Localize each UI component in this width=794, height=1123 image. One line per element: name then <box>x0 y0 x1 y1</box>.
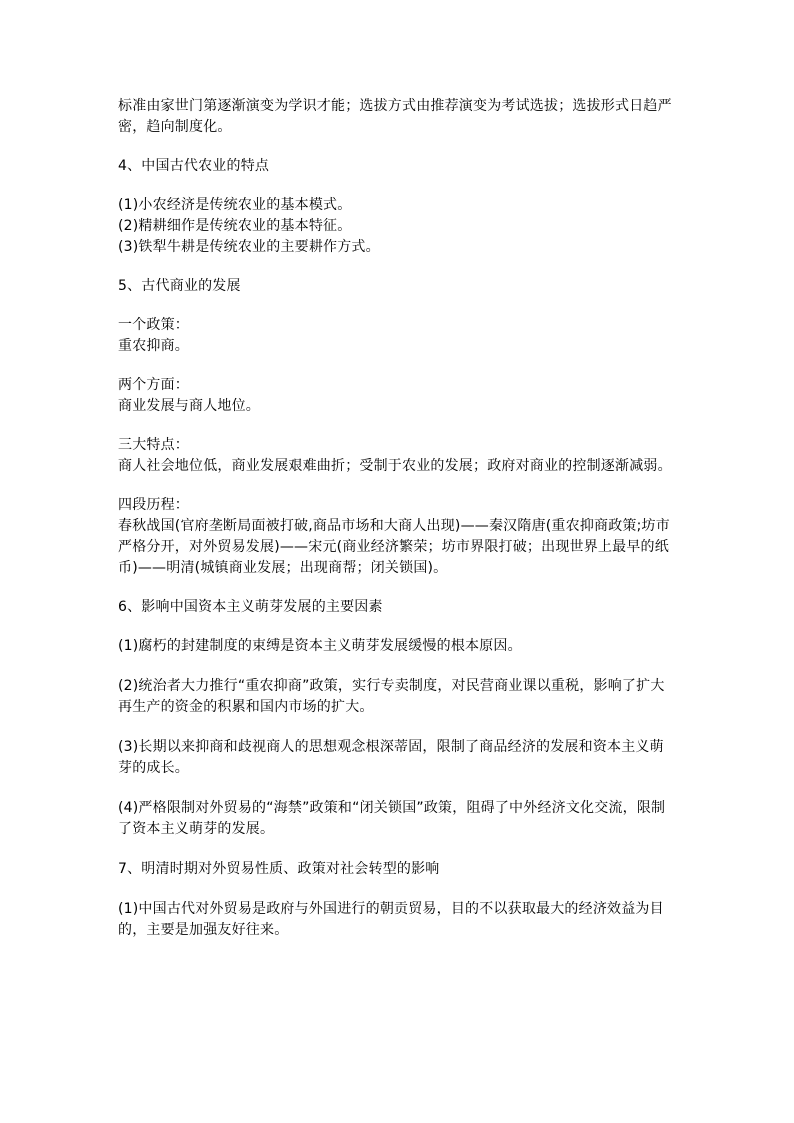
section-4-item-1: (1)小农经济是传统农业的基本模式。 <box>118 197 352 213</box>
policy-text: 重农抑商。 <box>118 338 189 354</box>
aspects-text: 商业发展与商人地位。 <box>118 398 260 414</box>
features-text: 商人社会地位低，商业发展艰难曲折；受制于农业的发展；政府对商业的控制逐渐减弱。 <box>118 458 672 474</box>
section-6-item-3: (3)长期以来抑商和歧视商人的思想观念根深蒂固，限制了商品经济的发展和资本主义萌芽的成长。 <box>118 739 664 776</box>
section-4-heading: 4、中国古代农业的特点 <box>118 158 270 174</box>
document-page <box>118 96 678 941</box>
section-5-heading: 5、古代商业的发展 <box>118 278 241 294</box>
intro-paragraph: 标准由家世门第逐渐演变为学识才能；选拔方式由推荐演变为考试选拔；选拔形式日趋严密，趋向制度化。 <box>118 98 672 135</box>
section-6-item-2: (2)统治者大力推行“重农抑商”政策，实行专卖制度，对民营商业课以重税，影响了扩大再生产的资金的积累和国内市场的扩大。 <box>118 678 665 715</box>
stages-text: 春秋战国(官府垄断局面被打破,商品市场和大商人出现)——秦汉隋唐(重农抑商政策;坊市严格分开，对外贸易发展)——宋元(商业经济繁荣；坊市界限打破；出现世界上最早的纸币)——明清(城镇商业发展；出现商帮；闭关锁国)。 <box>118 518 670 576</box>
section-7-item-1: (1)中国古代对外贸易是政府与外国进行的朝贡贸易，目的不以获取最大的经济效益为目的，主要是加强友好往来。 <box>118 901 664 938</box>
section-7-heading: 7、明清时期对外贸易性质、政策对社会转型的影响 <box>118 861 440 877</box>
section-6-heading: 6、影响中国资本主义萌芽发展的主要因素 <box>118 599 383 615</box>
features-label: 三大特点： <box>118 437 189 453</box>
section-6-item-1: (1)腐朽的封建制度的束缚是资本主义萌芽发展缓慢的根本原因。 <box>118 638 522 654</box>
aspects-label: 两个方面： <box>118 377 189 393</box>
stages-label: 四段历程： <box>118 497 189 513</box>
section-4-item-2: (2)精耕细作是传统农业的基本特征。 <box>118 218 352 234</box>
section-4-item-3: (3)铁犁牛耕是传统农业的主要耕作方式。 <box>118 239 380 255</box>
policy-label: 一个政策： <box>118 317 189 333</box>
section-6-item-4: (4)严格限制对外贸易的“海禁”政策和“闭关锁国”政策，阻碍了中外经济文化交流，限制了资本主义萌芽的发展。 <box>118 800 666 837</box>
